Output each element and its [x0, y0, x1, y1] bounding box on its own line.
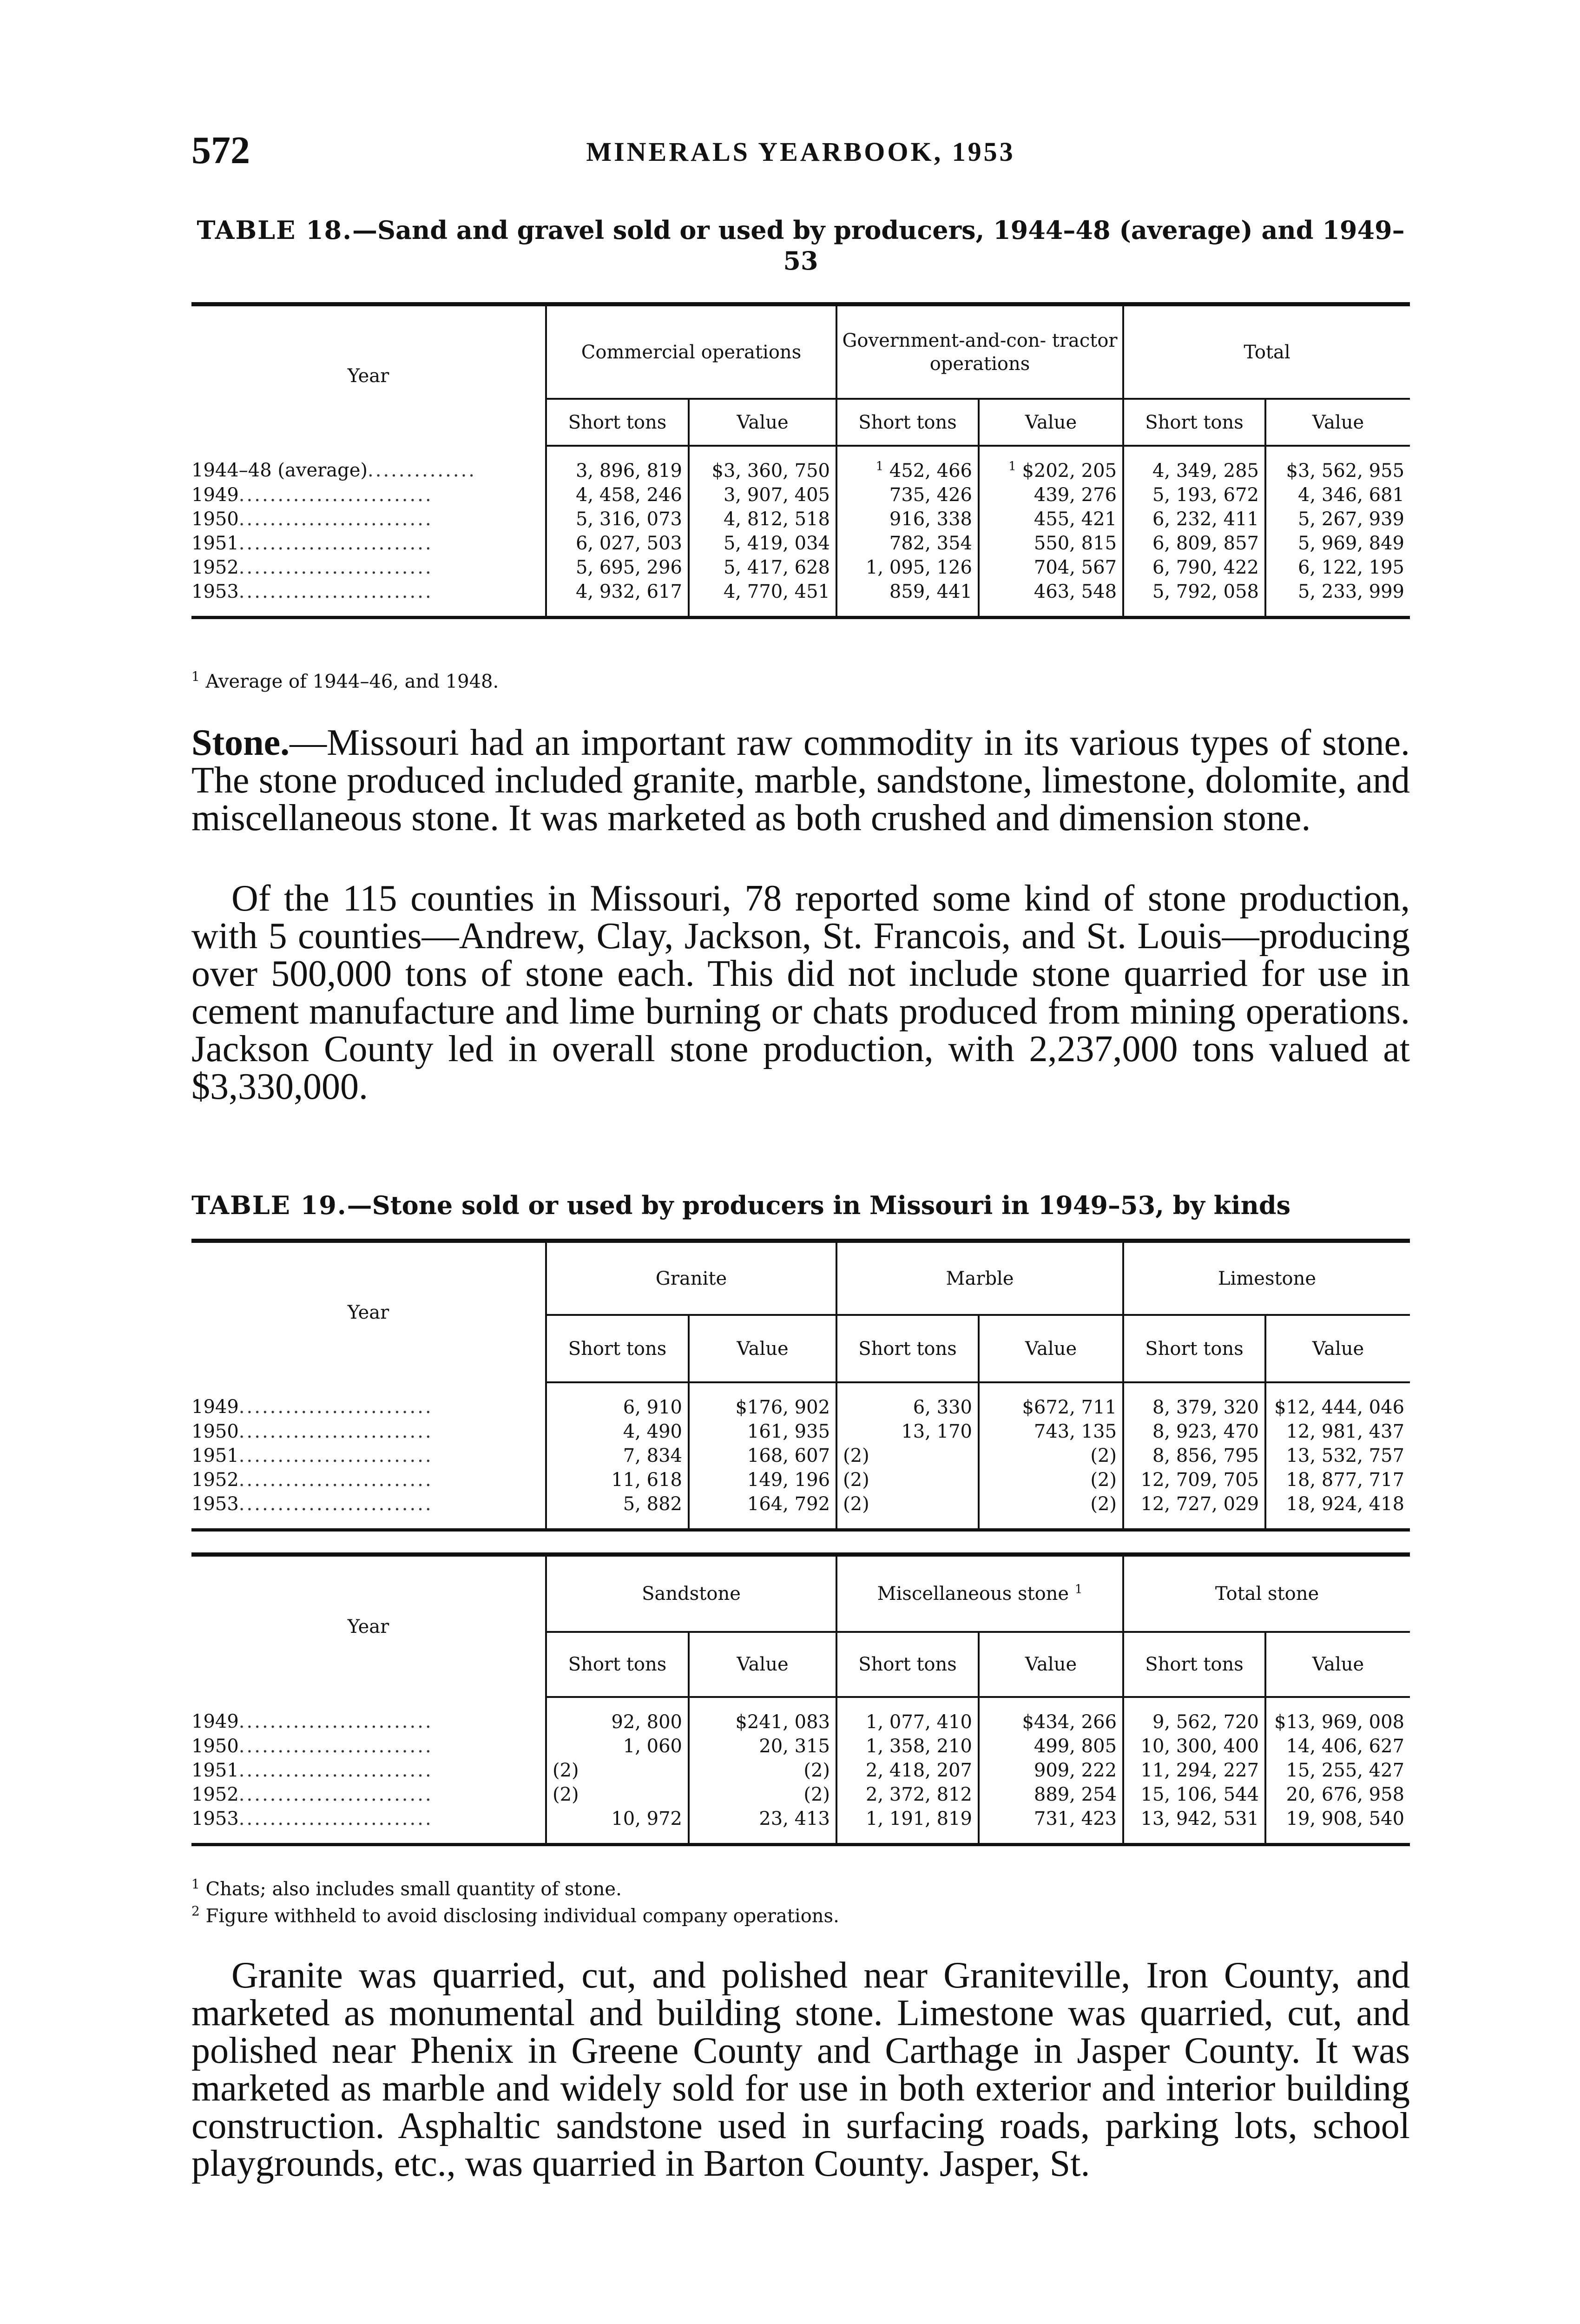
- cell-granite-value: 168, 607: [689, 1444, 836, 1468]
- cell-commercial-value: 4, 770, 451: [689, 580, 836, 618]
- cell-total-tons: 9, 562, 720: [1123, 1697, 1265, 1734]
- table-row: [191, 580, 1410, 618]
- cell-misc-tons: 1, 358, 210: [836, 1734, 979, 1758]
- paragraph-counties: [191, 880, 1410, 1106]
- page-number: 572: [191, 129, 250, 172]
- cell-granite-tons: 4, 490: [546, 1419, 689, 1444]
- col-year-header: Year: [191, 304, 546, 446]
- running-head: [191, 128, 1410, 184]
- row-year: 1953.........................: [191, 1807, 546, 1845]
- cell-marble-tons: (2): [836, 1468, 979, 1492]
- cell-government-value: 439, 276: [979, 483, 1123, 507]
- cell-government-value: 704, 567: [979, 555, 1123, 580]
- cell-granite-tons: 7, 834: [546, 1444, 689, 1468]
- cell-limestone-tons: 8, 379, 320: [1123, 1382, 1265, 1419]
- col-short-tons-header: Short tons: [836, 1315, 979, 1382]
- cell-marble-value: 743, 135: [979, 1419, 1123, 1444]
- table-row: [191, 1758, 1410, 1783]
- row-year: 1944–48 (average)..............: [191, 446, 546, 483]
- cell-limestone-tons: 12, 709, 705: [1123, 1468, 1265, 1492]
- paragraph-granite: [191, 1957, 1410, 2183]
- col-value-header: Value: [1265, 1632, 1410, 1697]
- table-row: [191, 1468, 1410, 1492]
- col-value-header: Value: [979, 1632, 1123, 1697]
- cell-marble-value: (2): [979, 1492, 1123, 1530]
- col-short-tons-header: Short tons: [546, 1315, 689, 1382]
- col-short-tons-header: Short tons: [836, 1632, 979, 1697]
- cell-commercial-value: 5, 419, 034: [689, 531, 836, 555]
- table-18-footnotes: [191, 666, 1410, 693]
- col-granite-header: Granite: [546, 1241, 836, 1315]
- cell-government-tons: 1, 095, 126: [836, 555, 979, 580]
- row-year: 1952.........................: [191, 1468, 546, 1492]
- cell-government-value: 455, 421: [979, 507, 1123, 531]
- cell-total-value: 5, 969, 849: [1298, 533, 1405, 554]
- cell-granite-value: $176, 902: [689, 1382, 836, 1419]
- cell-commercial-tons: 5, 316, 073: [546, 507, 689, 531]
- cell-misc-value: 499, 805: [979, 1734, 1123, 1758]
- cell-government-tons: 735, 426: [836, 483, 979, 507]
- cell-granite-tons: 5, 882: [546, 1492, 689, 1530]
- table-row: [191, 507, 1410, 531]
- cell-total-value: 20, 676, 958: [1286, 1784, 1405, 1805]
- table-row: [191, 1697, 1410, 1734]
- table-18-title: [191, 215, 1410, 276]
- cell-sandstone-value: 20, 315: [689, 1734, 836, 1758]
- table-row: [191, 555, 1410, 580]
- cell-granite-tons: 11, 618: [546, 1468, 689, 1492]
- cell-total-value: $13, 969, 008: [1274, 1711, 1405, 1733]
- col-value-header: Value: [1265, 399, 1410, 446]
- col-short-tons-header: Short tons: [1123, 399, 1265, 446]
- cell-commercial-tons: 4, 932, 617: [546, 580, 689, 618]
- row-year: 1951.........................: [191, 1444, 546, 1468]
- cell-sandstone-tons: (2): [546, 1758, 689, 1783]
- col-value-header: Value: [689, 1315, 836, 1382]
- col-short-tons-header: Short tons: [546, 1632, 689, 1697]
- table-18-label: TABLE 18.: [197, 215, 353, 245]
- row-year: 1953.........................: [191, 580, 546, 618]
- cell-sandstone-value: (2): [689, 1758, 836, 1783]
- cell-commercial-value: 5, 417, 628: [689, 555, 836, 580]
- cell-misc-value: $434, 266: [979, 1697, 1123, 1734]
- cell-commercial-tons: 5, 695, 296: [546, 555, 689, 580]
- paragraph-stone: [191, 724, 1410, 837]
- cell-government-tons: $^1$ 452, 466: [836, 446, 979, 483]
- cell-sandstone-tons: 1, 060: [546, 1734, 689, 1758]
- cell-total-tons: 13, 942, 531: [1123, 1807, 1265, 1845]
- cell-marble-tons: 13, 170: [836, 1419, 979, 1444]
- cell-limestone-value: $12, 444, 046: [1274, 1397, 1405, 1418]
- cell-commercial-value: 3, 907, 405: [689, 483, 836, 507]
- table-row: [191, 1382, 1410, 1419]
- row-year: 1950.........................: [191, 507, 546, 531]
- cell-limestone-value: 18, 924, 418: [1265, 1492, 1410, 1530]
- cell-granite-value: 161, 935: [689, 1419, 836, 1444]
- cell-misc-tons: 1, 191, 819: [836, 1807, 979, 1845]
- cell-total-tons: 6, 232, 411: [1123, 507, 1265, 531]
- cell-marble-tons: 6, 330: [836, 1382, 979, 1419]
- row-year: 1951.........................: [191, 1758, 546, 1783]
- paragraph-text: —Missouri had an important raw commodity in its various types of stone. The stone produced included granite, marble, sandstone, limestone, dolomite, and miscellaneous stone. It was marketed as both crushed and dimension stone.: [191, 722, 1410, 838]
- cell-misc-value: 731, 423: [979, 1807, 1123, 1845]
- table-row: [191, 1783, 1410, 1807]
- cell-marble-tons: (2): [836, 1492, 979, 1530]
- cell-total-tons: 6, 790, 422: [1123, 555, 1265, 580]
- cell-misc-value: 909, 222: [979, 1758, 1123, 1783]
- cell-government-value: 550, 815: [979, 531, 1123, 555]
- col-value-header: Value: [689, 399, 836, 446]
- table-19-title: [191, 1190, 1410, 1221]
- row-year: 1949.........................: [191, 1382, 546, 1419]
- cell-government-tons: 782, 354: [836, 531, 979, 555]
- cell-government-tons: 859, 441: [836, 580, 979, 618]
- table-19-label: TABLE 19.: [191, 1190, 347, 1220]
- col-short-tons-header: Short tons: [546, 399, 689, 446]
- col-short-tons-header: Short tons: [836, 399, 979, 446]
- table-row: [191, 1444, 1410, 1468]
- cell-sandstone-value: 23, 413: [689, 1807, 836, 1845]
- cell-limestone-tons: 8, 856, 795: [1123, 1444, 1265, 1468]
- col-value-header: Value: [689, 1632, 836, 1697]
- table-row: [191, 1807, 1410, 1845]
- col-government-header: Government-and-con- tractor operations: [836, 304, 1123, 399]
- col-short-tons-header: Short tons: [1123, 1315, 1265, 1382]
- table-18-caption: —Sand and gravel sold or used by producers, 1944–48 (average) and 1949–53: [352, 215, 1405, 276]
- cell-total-value: 5, 233, 999: [1265, 580, 1410, 618]
- cell-misc-tons: 1, 077, 410: [836, 1697, 979, 1734]
- row-year: 1952.........................: [191, 1783, 546, 1807]
- cell-limestone-value: 12, 981, 437: [1286, 1421, 1405, 1442]
- cell-granite-tons: 6, 910: [546, 1382, 689, 1419]
- footnote: $^1$ Average of 1944–46, and 1948.: [191, 669, 499, 693]
- cell-commercial-tons: 4, 458, 246: [546, 483, 689, 507]
- cell-total-tons: 11, 294, 227: [1123, 1758, 1265, 1783]
- table-19-continued: [191, 1552, 1410, 1846]
- table-18: [191, 302, 1410, 619]
- cell-government-tons: 916, 338: [836, 507, 979, 531]
- cell-total-tons: 5, 792, 058: [1123, 580, 1265, 618]
- col-year-header: Year: [191, 1241, 546, 1383]
- cell-total-value: 5, 267, 939: [1298, 508, 1405, 530]
- col-commercial-header: Commercial operations: [546, 304, 836, 399]
- table-row: [191, 446, 1410, 483]
- table-19-caption: —Stone sold or used by producers in Missouri in 1949–53, by kinds: [347, 1190, 1291, 1220]
- cell-sandstone-tons: (2): [546, 1783, 689, 1807]
- cell-commercial-value: $3, 360, 750: [689, 446, 836, 483]
- cell-total-tons: 5, 193, 672: [1123, 483, 1265, 507]
- cell-total-value: 6, 122, 195: [1298, 557, 1405, 578]
- col-value-header: Value: [1265, 1315, 1410, 1382]
- paragraph-text: Of the 115 counties in Missouri, 78 reported some kind of stone production, with 5 counties—Andrew, Clay, Jackson, St. Francois, and St. Louis—producing over 500,000 tons of stone each. This did not include stone quarried for use in cement manufacture and lime burning or chats produced from mining operations. Jackson County led in overall stone production, with 2,237,000 tons valued at $3,330,000.: [191, 878, 1410, 1107]
- row-year: 1953.........................: [191, 1492, 546, 1530]
- cell-marble-value: (2): [979, 1444, 1123, 1468]
- row-year: 1950.........................: [191, 1419, 546, 1444]
- cell-total-tons: 6, 809, 857: [1123, 531, 1265, 555]
- col-total-stone-header: Total stone: [1123, 1555, 1410, 1632]
- cell-sandstone-tons: 10, 972: [546, 1807, 689, 1845]
- table-19: [191, 1239, 1410, 1532]
- col-year-header: Year: [191, 1555, 546, 1697]
- col-sandstone-header: Sandstone: [546, 1555, 836, 1632]
- cell-total-value: 19, 908, 540: [1265, 1807, 1410, 1845]
- row-year: 1952.........................: [191, 555, 546, 580]
- paragraph-text: Granite was quarried, cut, and polished near Graniteville, Iron County, and marketed as monumental and building stone. Limestone was quarried, cut, and polished near Phenix in Greene County and Carthage in Jasper County. It was marketed as marble and widely sold for use in both exterior and interior building construction. Asphaltic sandstone used in surfacing roads, parking lots, school playgrounds, etc., was quarried in Barton County. Jasper, St.: [191, 1955, 1410, 2184]
- cell-marble-tons: (2): [836, 1444, 979, 1468]
- cell-government-value: 463, 548: [979, 580, 1123, 618]
- col-misc-stone-header: Miscellaneous stone $^1$: [836, 1555, 1123, 1632]
- cell-sandstone-value: (2): [689, 1783, 836, 1807]
- table-row: [191, 483, 1410, 507]
- col-limestone-header: Limestone: [1123, 1241, 1410, 1315]
- cell-commercial-tons: 3, 896, 819: [546, 446, 689, 483]
- cell-misc-tons: 2, 418, 207: [836, 1758, 979, 1783]
- cell-sandstone-value: $241, 083: [689, 1697, 836, 1734]
- table-row: [191, 531, 1410, 555]
- cell-misc-value: 889, 254: [979, 1783, 1123, 1807]
- cell-limestone-value: 13, 532, 757: [1286, 1445, 1405, 1466]
- cell-marble-value: (2): [979, 1468, 1123, 1492]
- table-row: [191, 1734, 1410, 1758]
- book-title: MINERALS YEARBOOK, 1953: [586, 137, 1015, 167]
- cell-total-tons: 10, 300, 400: [1123, 1734, 1265, 1758]
- col-marble-header: Marble: [836, 1241, 1123, 1315]
- cell-limestone-value: 18, 877, 717: [1286, 1469, 1405, 1491]
- paragraph-lead-in: Stone.: [191, 722, 290, 763]
- footnote: $^2$ Figure withheld to avoid disclosing individual company operations.: [191, 1903, 839, 1927]
- cell-total-value: 14, 406, 627: [1286, 1736, 1405, 1757]
- cell-granite-value: 164, 792: [689, 1492, 836, 1530]
- cell-total-value: $3, 562, 955: [1286, 460, 1405, 482]
- cell-sandstone-tons: 92, 800: [546, 1697, 689, 1734]
- table-row: [191, 1419, 1410, 1444]
- col-value-header: Value: [979, 399, 1123, 446]
- cell-marble-value: $672, 711: [979, 1382, 1123, 1419]
- cell-total-value: 4, 346, 681: [1298, 484, 1405, 506]
- row-year: 1950.........................: [191, 1734, 546, 1758]
- cell-commercial-tons: 6, 027, 503: [546, 531, 689, 555]
- cell-total-tons: 4, 349, 285: [1123, 446, 1265, 483]
- row-year: 1951.........................: [191, 531, 546, 555]
- footnote: $^1$ Chats; also includes small quantity of stone.: [191, 1876, 622, 1900]
- col-short-tons-header: Short tons: [1123, 1632, 1265, 1697]
- cell-government-value: $^1$ $202, 205: [979, 446, 1123, 483]
- table-row: [191, 1492, 1410, 1530]
- cell-total-value: 15, 255, 427: [1286, 1760, 1405, 1781]
- cell-limestone-tons: 8, 923, 470: [1123, 1419, 1265, 1444]
- col-total-header: Total: [1123, 304, 1410, 399]
- cell-misc-tons: 2, 372, 812: [836, 1783, 979, 1807]
- cell-limestone-tons: 12, 727, 029: [1123, 1492, 1265, 1530]
- row-year: 1949.........................: [191, 483, 546, 507]
- table-19-footnotes: [191, 1873, 1410, 1928]
- cell-commercial-value: 4, 812, 518: [689, 507, 836, 531]
- cell-total-tons: 15, 106, 544: [1123, 1783, 1265, 1807]
- col-value-header: Value: [979, 1315, 1123, 1382]
- row-year: 1949.........................: [191, 1697, 546, 1734]
- cell-granite-value: 149, 196: [689, 1468, 836, 1492]
